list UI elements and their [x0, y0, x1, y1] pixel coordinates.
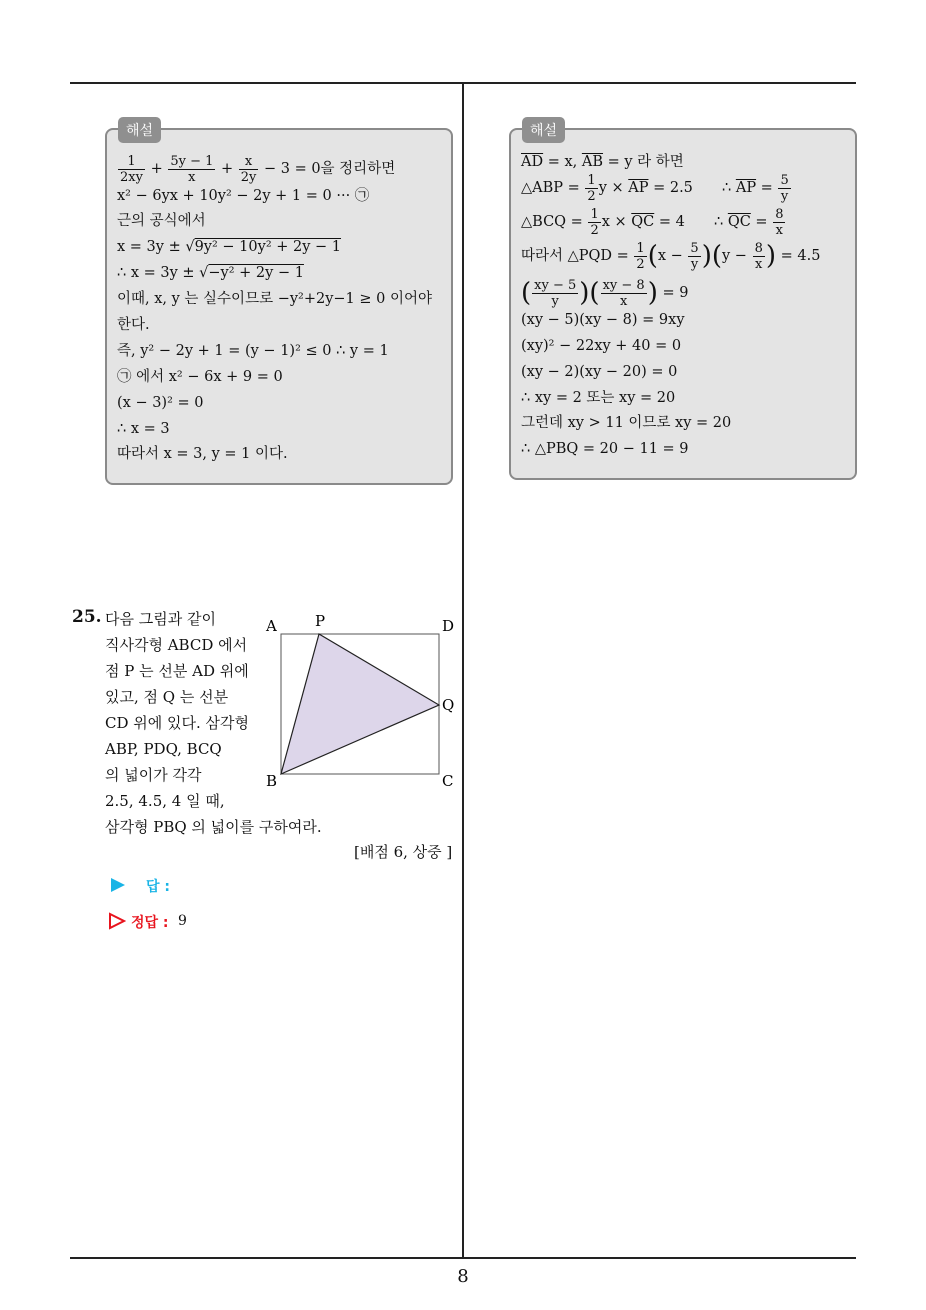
answer-prompt: 답 :	[146, 879, 170, 895]
page-number: 8	[457, 1266, 469, 1287]
right-sol-line-7: (xy)² − 22xy + 40 = 0	[521, 338, 682, 354]
question-line: 있고, 점 Q 는 선분	[105, 688, 229, 706]
left-sol-line-4: x = 3y ± √9y² − 10y² + 2y − 1	[117, 239, 342, 255]
right-sol-line-5: ( $\frac{xy - 5}{y}$ )( $\frac{xy - 8}{x}$ ) = 9	[521, 277, 689, 309]
label-p: P	[315, 612, 326, 630]
label-a: A	[266, 617, 277, 635]
left-sol-line-9: ㉠ 에서 x² − 6x + 9 = 0	[117, 369, 283, 385]
label-c: C	[442, 772, 454, 790]
right-sol-line-3: △BCQ = $\frac{1}{2}$ $x \times \overline{QC} = 4$	[521, 206, 685, 238]
right-sol-line-8: (xy − 2)(xy − 20) = 0	[521, 364, 678, 380]
column-divider	[462, 82, 464, 1258]
question-line: 다음 그림과 같이	[105, 610, 216, 628]
left-sol-line-1: $\frac{1}{2xy}$ + $\frac{5y - 1}{x}$ + $\frac{x}{2y}$ − 3 = 0을 정리하면	[120, 153, 396, 185]
triangle-pbq	[281, 634, 439, 774]
answer-arrow-icon	[110, 877, 126, 893]
right-sol-line-9: ∴ xy = 2 또는 xy = 20	[521, 390, 676, 406]
left-solution-tag: 해설	[118, 117, 161, 143]
right-sol-line-2: △ABP = $\frac{1}{2}$ $y \times \overline{AP} = 2.5$	[521, 172, 693, 204]
geometry-figure	[262, 610, 462, 790]
right-solution-tag: 해설	[522, 117, 565, 143]
bottom-rule	[70, 1257, 856, 1259]
left-sol-line-8: 즉, y² − 2y + 1 = (y − 1)² ≤ 0 ∴ y = 1	[117, 343, 389, 359]
question-line: 점 P 는 선분 AD 위에	[105, 662, 249, 680]
left-sol-line-3: 근의 공식에서	[117, 213, 206, 229]
answer-input[interactable]	[176, 874, 326, 896]
right-sol-line-6: (xy − 5)(xy − 8) = 9xy	[521, 312, 685, 328]
left-sol-line-10: (x − 3)² = 0	[117, 395, 204, 411]
left-sol-line-11: ∴ x = 3	[117, 421, 170, 437]
correct-answer-value: 9	[178, 913, 187, 929]
correct-answer-label: 정답 :	[131, 915, 169, 931]
left-sol-line-6: 이때, x, y 는 실수이므로 −y²+2y−1 ≥ 0 이어야	[117, 291, 433, 307]
left-sol-line-2: x² − 6yx + 10y² − 2y + 1 = 0 ··· ㉠	[117, 188, 370, 204]
left-sol-line-12: 따라서 x = 3, y = 1 이다.	[117, 446, 288, 462]
right-sol-line-4: 따라서 △PQD = $\frac{1}{2}$ (x − $\frac{5}{y}$ )(y − $\frac{8}{x}$ ) = 4.5	[521, 240, 821, 272]
label-b: B	[266, 772, 278, 790]
question-line: 의 넓이가 각각	[105, 766, 202, 784]
question-line: CD 위에 있다. 삼각형	[105, 714, 250, 732]
question-line: 직사각형 ABCD 에서	[105, 636, 248, 654]
correct-arrow-icon	[108, 912, 126, 930]
left-sol-line-7: 한다.	[117, 317, 150, 333]
right-sol-line-11: ∴ △PBQ = 20 − 11 = 9	[521, 441, 689, 457]
label-q: Q	[442, 696, 455, 714]
question-line: ABP, PDQ, BCQ	[105, 740, 222, 758]
right-sol-line-2-conclusion: ∴ $\overline{AP}$ = $\frac{5}{y}$	[722, 172, 789, 204]
question-line: 2.5, 4.5, 4 일 때,	[105, 792, 225, 810]
right-sol-line-3-conclusion: ∴ $\overline{QC}$ = $\frac{8}{x}$	[714, 206, 784, 238]
question-line: 삼각형 PBQ 의 넓이를 구하여라.	[105, 818, 322, 836]
question-number: 25.	[72, 607, 102, 627]
right-sol-line-10: 그런데 xy > 11 이므로 xy = 20	[521, 415, 732, 431]
right-sol-line-1: $\overline{AD} = x$, $\overline{AB} = y$ 라 하면	[521, 154, 684, 170]
label-d: D	[442, 617, 455, 635]
score-label: [배점 6, 상중 ]	[354, 843, 453, 861]
left-sol-line-5: ∴ x = 3y ± √−y² + 2y − 1	[117, 265, 304, 281]
